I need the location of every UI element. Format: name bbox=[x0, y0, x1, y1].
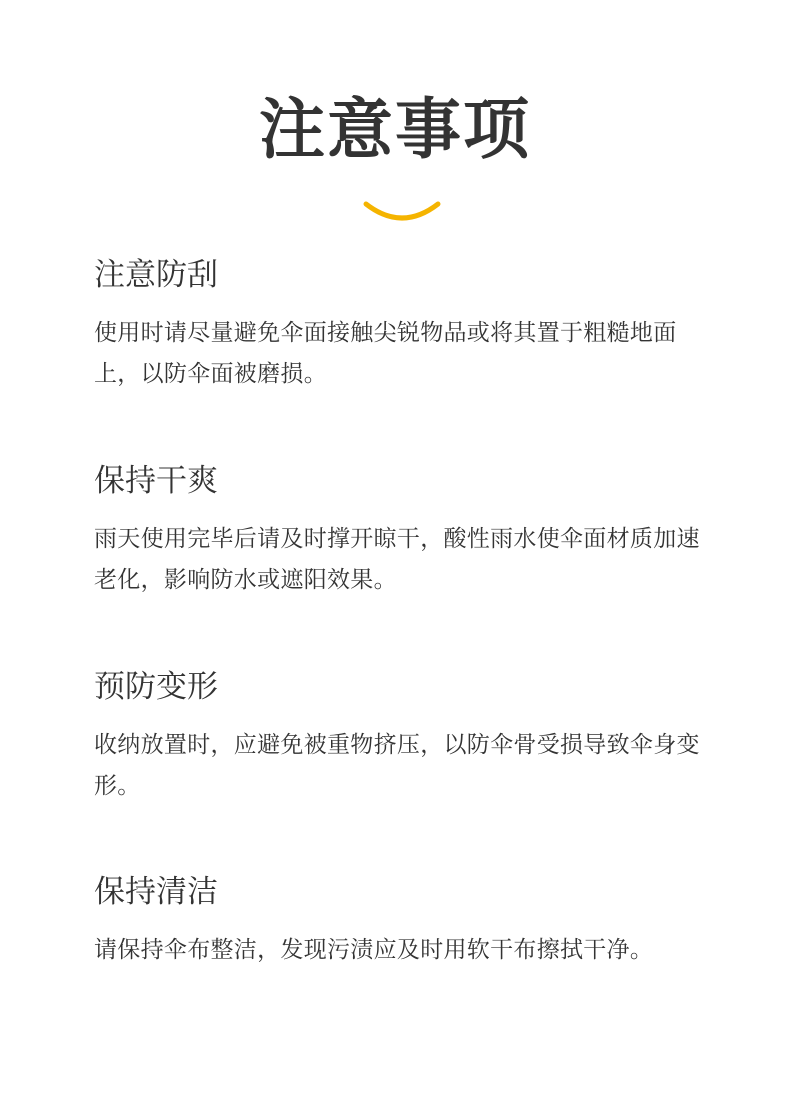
page-title: 注意事项 bbox=[259, 91, 531, 168]
section-body: 收纳放置时，应避免被重物挤压，以防伞骨受损导致伞身变形。 bbox=[94, 732, 700, 799]
section-body: 请保持伞布整洁，发现污渍应及时用软干布擦拭干净。 bbox=[94, 937, 654, 963]
section-body: 使用时请尽量避免伞面接触尖锐物品或将其置于粗糙地面上，以防伞面被磨损。 bbox=[94, 320, 677, 387]
section-body: 雨天使用完毕后请及时撑开晾干，酸性雨水使伞面材质加速老化，影响防水或遮阳效果。 bbox=[94, 526, 700, 593]
section-scratch-protection bbox=[94, 255, 714, 395]
section-heading: 注意防刮 bbox=[94, 257, 218, 293]
section-heading: 保持干爽 bbox=[94, 463, 218, 499]
section-keep-dry bbox=[94, 461, 714, 601]
smile-divider-icon bbox=[362, 198, 442, 226]
section-heading: 保持清洁 bbox=[94, 874, 218, 910]
section-prevent-deformation bbox=[94, 667, 714, 807]
section-heading: 预防变形 bbox=[94, 669, 218, 705]
section-keep-clean bbox=[94, 872, 714, 971]
